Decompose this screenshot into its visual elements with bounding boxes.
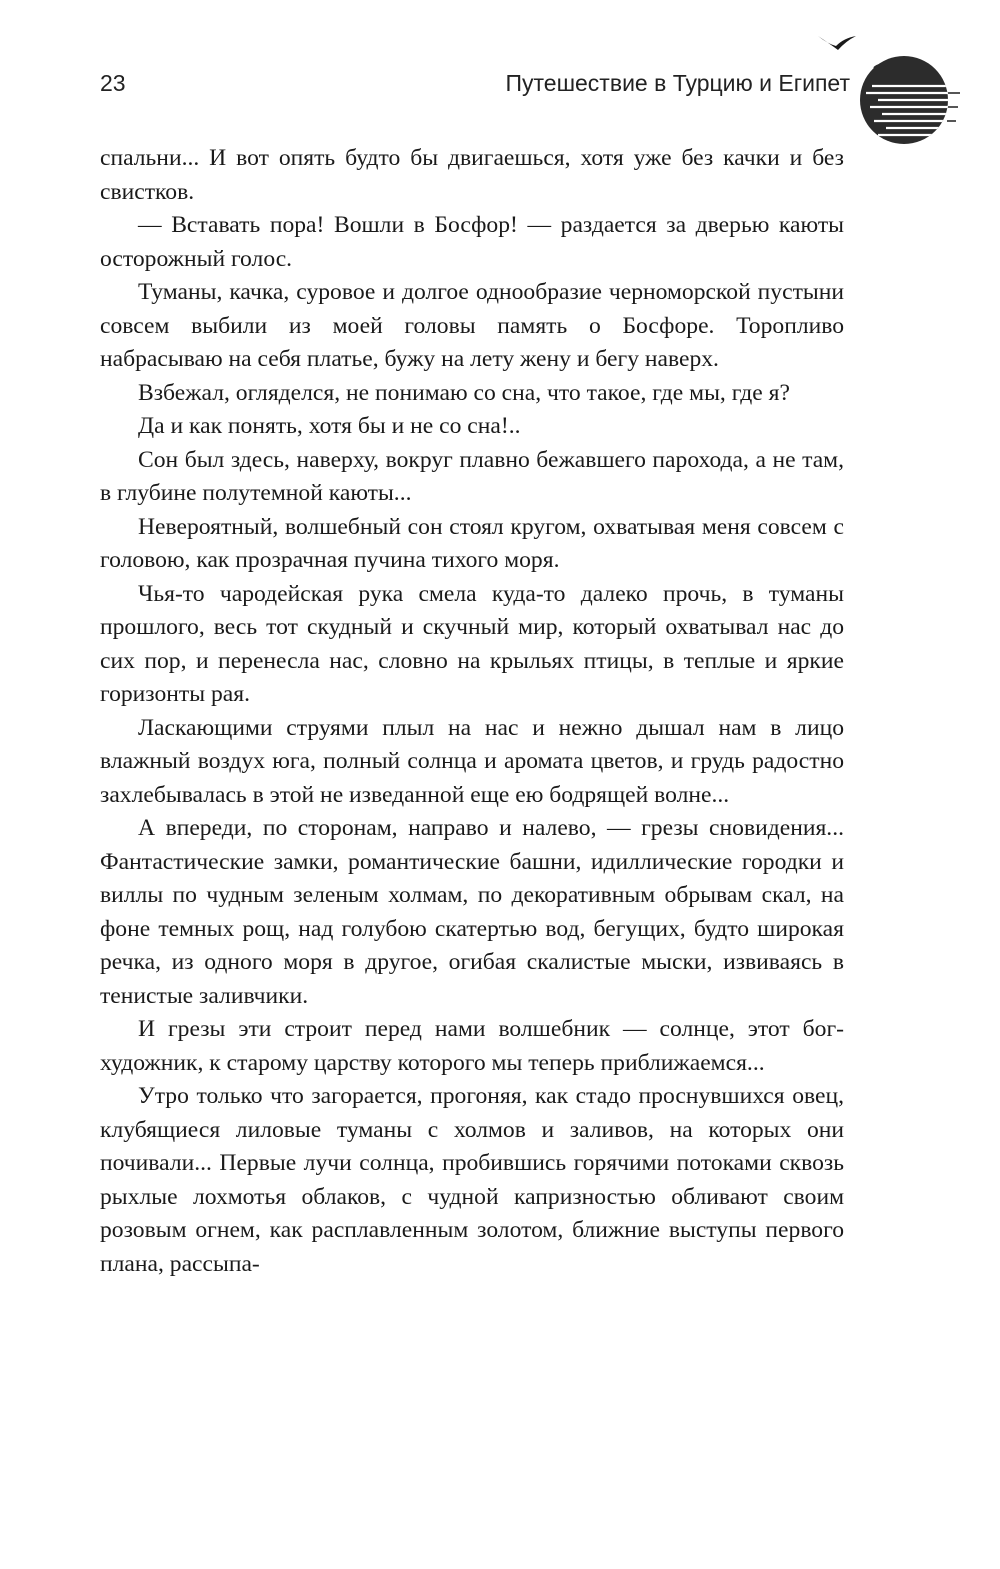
paragraph: Туманы, качка, суровое и долгое однообразие черноморской пустыни совсем выбили из моей головы память о Босфоре. Торопливо набрасываю на себя платье, бужу на лету жену и бегу наверх. bbox=[100, 279, 844, 372]
paragraph: И грезы эти строит перед нами волшебник — солнце, этот бог-художник, к старому царству которого мы теперь приближаемся... bbox=[100, 1016, 844, 1076]
paragraph: Невероятный, волшебный сон стоял кругом, охватывая меня совсем с головою, как прозрачная пучина тихого моря. bbox=[100, 513, 844, 573]
paragraph: А впереди, по сторонам, направо и налево, — грезы сновидения... Фантастические замки, романтические башни, идиллические городки и виллы по чудным зеленым холмам, по декоративным обрывам скал, на фоне темных рощ, над голубою скатертью вод, бегущих, будто широкая речка, из одного моря в другое, огибая скалистые мыски, извиваясь в тенистые заливчики. bbox=[100, 815, 844, 1009]
paragraph: спальни... И вот опять будто бы двигаешься, хотя уже без качки и без свистков. bbox=[100, 145, 844, 205]
paragraph: Да и как понять, хотя бы и не со сна!.. bbox=[138, 413, 521, 439]
sunset-with-bird-icon bbox=[812, 22, 972, 152]
paragraph: Утро только что загорается, прогоняя, как стадо проснувшихся овец, клубящиеся лиловые туманы с холмов и заливов, на которых они почивали... Первые лучи солнца, пробившись горячими потоками сквозь рыхлые лохмотья облаков, с чудной капризностью обливают своим розовым огнем, как расплавленным золотом, ближние выступы первого плана, рассыпа- bbox=[100, 1083, 844, 1277]
page-number: 23 bbox=[100, 70, 126, 96]
paragraph: Сон был здесь, наверху, вокруг плавно бежавшего парохода, а не там, в глубине полутемной каюты... bbox=[100, 446, 844, 506]
book-text bbox=[100, 142, 844, 1281]
paragraph: Ласкающими струями плыл на нас и нежно дышал нам в лицо влажный воздух юга, полный солнца и аромата цветов, и грудь радостно захлебывалась в этой не изведанной еще ею бодрящей волне... bbox=[100, 714, 844, 808]
paragraph: — Вставать пора! Вошли в Босфор! — раздается за дверью каюты осторожный голос. bbox=[100, 212, 844, 272]
book-title: Путешествие в Турцию и Египет bbox=[505, 70, 850, 96]
running-head bbox=[0, 0, 1000, 150]
paragraph: Чья-то чародейская рука смела куда-то далеко прочь, в туманы прошлого, весь тот скудный и скучный мир, который охватывал нас до сих пор, и перенесла нас, словно на крыльях птицы, в теплые и яркие горизонты рая. bbox=[100, 580, 844, 707]
paragraph: Взбежал, огляделся, не понимаю со сна, что такое, где мы, где я? bbox=[138, 379, 790, 406]
